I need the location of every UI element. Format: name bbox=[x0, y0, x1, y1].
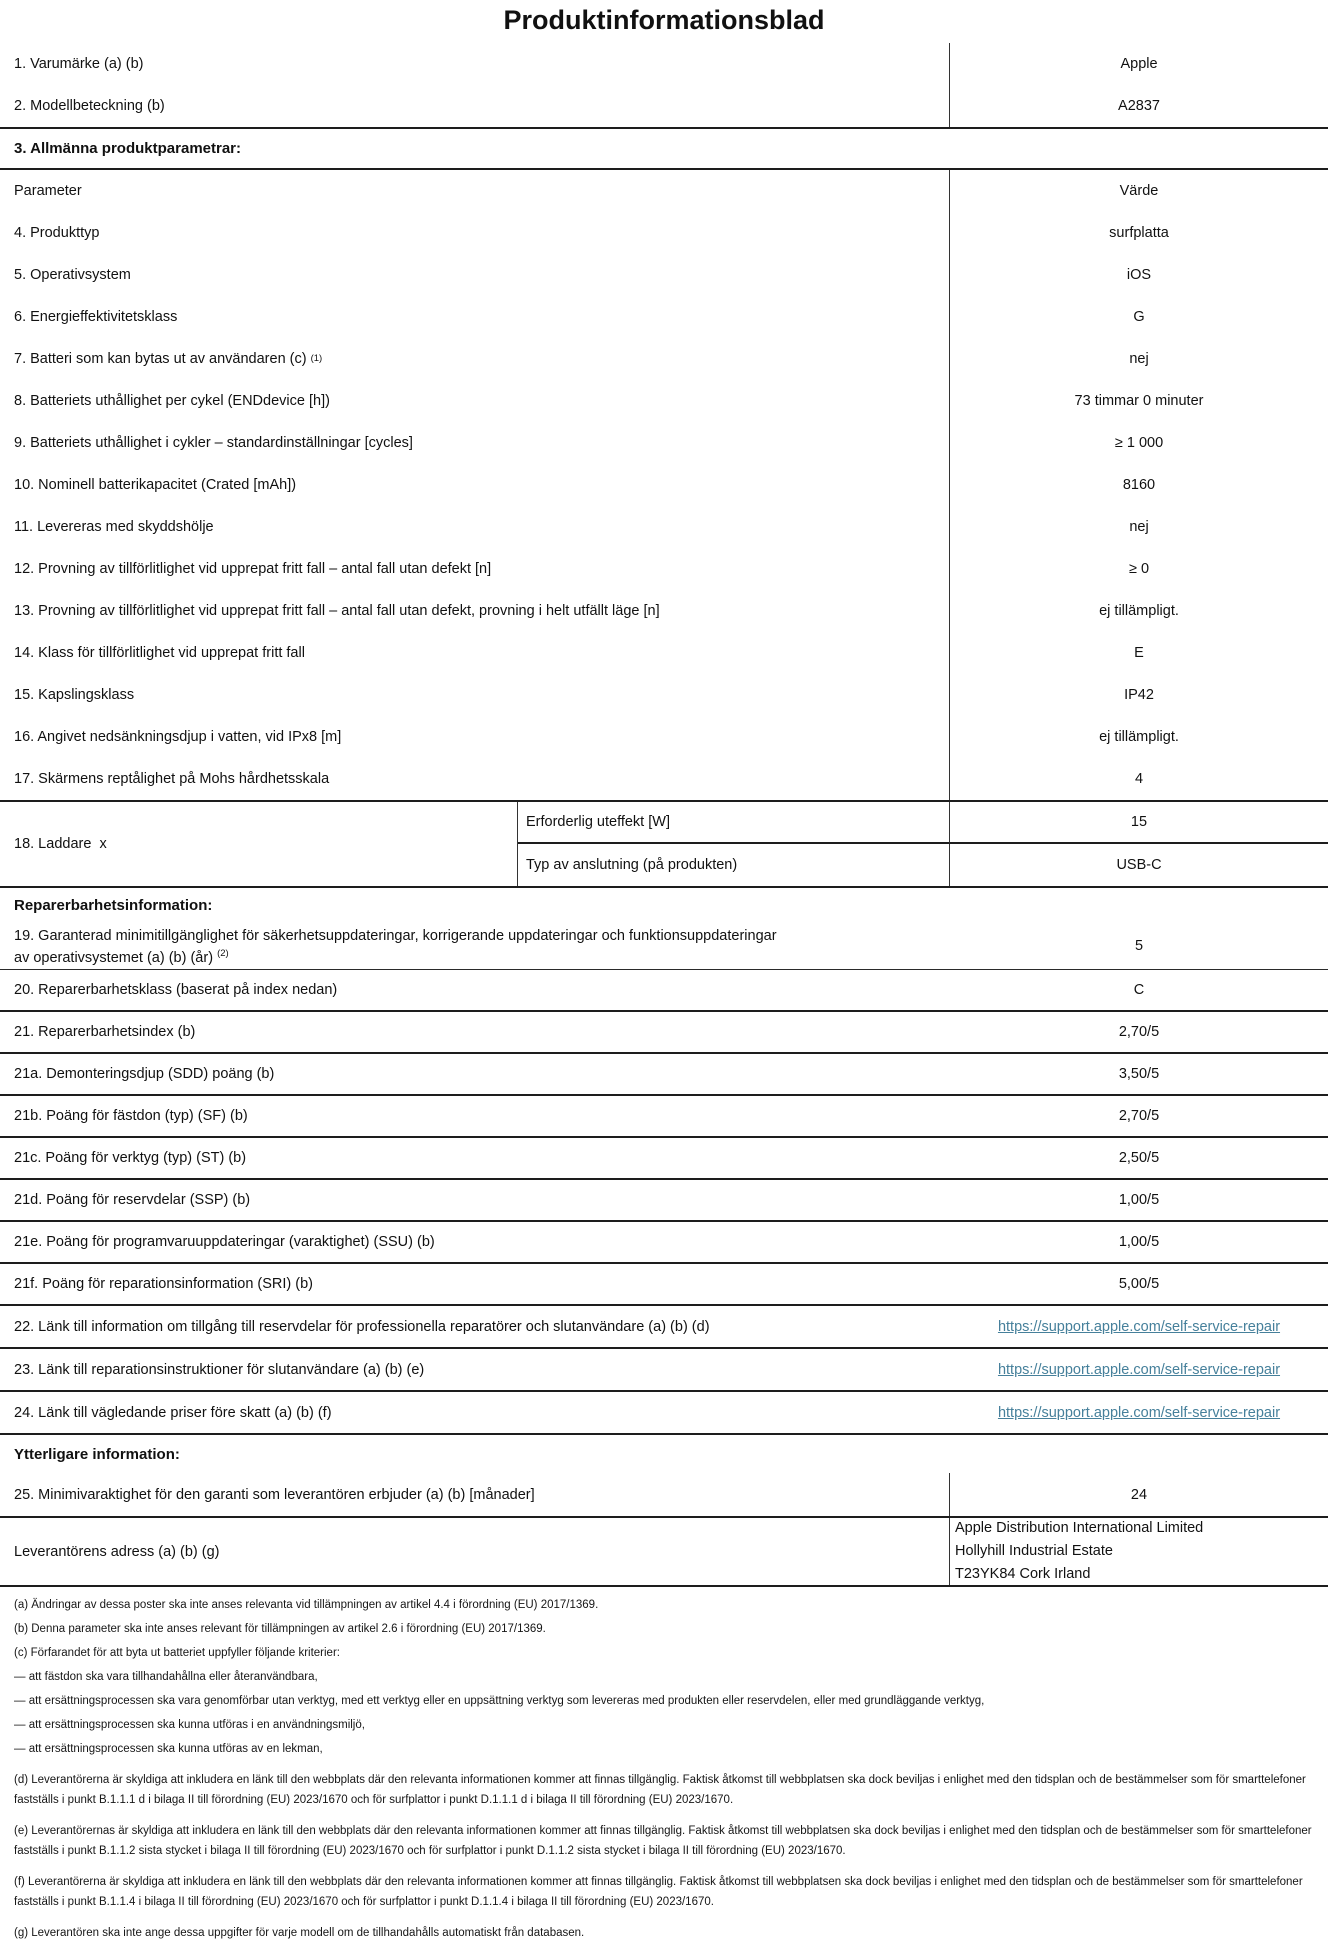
footnote-c-bullet-1: — att fästdon ska vara tillhandahållna eller återanvändbara, bbox=[14, 1671, 318, 1683]
footnote-b: (b) Denna parameter ska inte anses relevant för tillämpningen av artikel 2.6 i förordning (EU) 2017/1369. bbox=[14, 1623, 546, 1635]
supplier-address-line2: Hollyhill Industrial Estate bbox=[955, 1543, 1113, 1559]
row-label-text: 7. Batteri som kan bytas ut av användaren (c) bbox=[14, 351, 307, 367]
row-value bbox=[950, 1349, 1328, 1390]
table-row-17 bbox=[0, 758, 1328, 800]
row-label: 24. Länk till vägledande priser före skatt (a) (b) (f) bbox=[14, 1404, 332, 1421]
row-value: ej tillämpligt. bbox=[1099, 603, 1179, 619]
row-label: 21a. Demonteringsdjup (SDD) poäng (b) bbox=[14, 1066, 275, 1082]
row-label: 14. Klass för tillförlitlighet vid upprepat fritt fall bbox=[0, 632, 950, 674]
row-value: nej bbox=[1129, 519, 1149, 535]
row-value bbox=[950, 1306, 1328, 1347]
row-label: 8. Batteriets uthållighet per cykel (ENDdevice [h]) bbox=[0, 380, 950, 422]
charger-label: 18. Laddare x bbox=[0, 802, 518, 886]
footnote-c: (c) Förfarandet för att byta ut batteriet uppfyller följande kriterier: bbox=[14, 1647, 340, 1659]
table-row-12 bbox=[0, 548, 1328, 590]
row-value: 4 bbox=[1134, 771, 1144, 787]
row-value: 5,00/5 bbox=[1118, 1276, 1160, 1292]
table-row-11 bbox=[0, 506, 1328, 548]
row-value: 2,70/5 bbox=[1118, 1024, 1160, 1040]
row-label: 17. Skärmens reptålighet på Mohs hårdhetsskala bbox=[0, 758, 950, 800]
pretax-prices-link[interactable]: https://support.apple.com/self-service-repair bbox=[997, 1404, 1281, 1421]
table-row-14 bbox=[0, 632, 1328, 674]
table-row-22 bbox=[0, 1306, 1328, 1349]
table-row-21e bbox=[0, 1222, 1328, 1264]
row-value: ≥ 1 000 bbox=[1114, 435, 1164, 451]
table-row-supplier-address bbox=[0, 1518, 1328, 1587]
footnote-a: (a) Ändringar av dessa poster ska inte anses relevanta vid tillämpningen av artikel 4.4 i förordning (EU) 2017/1369. bbox=[14, 1599, 599, 1611]
row-value: 2,70/5 bbox=[1118, 1108, 1160, 1124]
row-label: 23. Länk till reparationsinstruktioner för slutanvändare (a) (b) (e) bbox=[14, 1361, 425, 1378]
row-label: 15. Kapslingsklass bbox=[0, 674, 950, 716]
row-value: C bbox=[1133, 982, 1145, 998]
row-value: 3,50/5 bbox=[1118, 1066, 1160, 1082]
charger-sub-value-output-power: 15 bbox=[950, 802, 1328, 844]
row-value: E bbox=[1134, 645, 1144, 661]
supplier-address-line1: Apple Distribution International Limited bbox=[955, 1520, 1204, 1536]
charger-sub-label-output-power: Erforderlig uteffekt [W] bbox=[518, 802, 950, 844]
row-value: ≥ 0 bbox=[1128, 561, 1150, 577]
row-value: A2837 bbox=[1118, 98, 1160, 114]
footnote-ref-2: (2) bbox=[217, 948, 229, 960]
row-label: 21d. Poäng för reservdelar (SSP) (b) bbox=[14, 1192, 251, 1208]
section-header-additional-information: Ytterligare information: bbox=[14, 1445, 180, 1463]
table-row-13 bbox=[0, 590, 1328, 632]
table-row-23 bbox=[0, 1349, 1328, 1392]
table-row-21f bbox=[0, 1264, 1328, 1306]
row-value: 1,00/5 bbox=[1118, 1192, 1160, 1208]
column-header-parameter: Parameter bbox=[0, 170, 950, 212]
row-label: 20. Reparerbarhetsklass (baserat på index nedan) bbox=[14, 982, 338, 998]
row-label: 16. Angivet nedsänkningsdjup i vatten, vid IPx8 [m] bbox=[0, 716, 950, 758]
footnote-e: (e) Leverantörernas är skyldiga att inkludera en länk till den webbplats där den relevanta informationen kommer att finnas tillgänglig. Faktisk åtkomst till webbplatsen ska dock beviljas i enlighet med den tidsplan och de bestämmelser som för smarttelefoner fastställs i punkt B.1.1.2 sista stycket i bilaga II till förordning (EU) 2023/1670 och för surfplattor i punkt D.1.1.2 sista stycket i bilaga II till förordning (EU) 2023/1670. bbox=[14, 1825, 1312, 1857]
row-label: 12. Provning av tillförlitlighet vid upprepat fritt fall – antal fall utan defekt [n] bbox=[0, 548, 950, 590]
row-value: IP42 bbox=[1124, 687, 1154, 703]
row-label: 21. Reparerbarhetsindex (b) bbox=[14, 1024, 196, 1040]
row-label: 9. Batteriets uthållighet i cykler – standardinställningar [cycles] bbox=[0, 422, 950, 464]
table-row-7 bbox=[0, 338, 1328, 380]
row-label: 2. Modellbeteckning (b) bbox=[0, 85, 950, 127]
column-header-value: Värde bbox=[1119, 183, 1159, 199]
row-value: surfplatta bbox=[1109, 225, 1169, 241]
row-label: 11. Levereras med skyddshölje bbox=[0, 506, 950, 548]
charger-sub-value-connector-type: USB-C bbox=[1116, 857, 1162, 873]
row-label bbox=[0, 922, 950, 969]
row-value: Apple bbox=[1120, 56, 1158, 72]
row-label: 4. Produkttyp bbox=[0, 212, 950, 254]
footnote-d: (d) Leverantörerna är skyldiga att inkludera en länk till den webbplats där den relevanta informationen kommer att finnas tillgänglig. Faktisk åtkomst till webbplatsen ska dock beviljas i enlighet med den tidsplan och de bestämmelser som för smarttelefoner fastställs i punkt B.1.1.1 d i bilaga II till förordning (EU) 2023/1670 och för surfplattor i punkt D.1.1.1 d i bilaga II till förordning (EU) 2023/1670. bbox=[14, 1774, 1306, 1806]
column-header-row bbox=[0, 170, 1328, 212]
row-value: 73 timmar 0 minuter bbox=[1074, 393, 1204, 409]
row-value: nej bbox=[1129, 351, 1149, 367]
row-value: 2,50/5 bbox=[1118, 1150, 1160, 1166]
repair-instructions-link[interactable]: https://support.apple.com/self-service-repair bbox=[997, 1361, 1281, 1378]
row-value: iOS bbox=[1126, 267, 1152, 283]
row-label: 1. Varumärke (a) (b) bbox=[0, 43, 950, 85]
footnote-c-bullet-2: — att ersättningsprocessen ska vara genomförbar utan verktyg, med ett verktyg eller en uppsättning verktyg som levereras med produkten eller reservdelen, eller med grundläggande verktyg, bbox=[14, 1695, 985, 1707]
table-row-4 bbox=[0, 212, 1328, 254]
row-label: Leverantörens adress (a) (b) (g) bbox=[0, 1518, 950, 1585]
table-row-model bbox=[0, 85, 1328, 127]
row-label: 10. Nominell batterikapacitet (Crated [mAh]) bbox=[0, 464, 950, 506]
footnote-f: (f) Leverantörerna är skyldiga att inkludera en länk till den webbplats där den relevanta informationen kommer att finnas tillgänglig. Faktisk åtkomst till webbplatsen ska dock beviljas i enlighet med den tidsplan och de bestämmelser som för smarttelefoner fastställs i punkt B.1.1.4 i bilaga II till förordning (EU) 2023/1670 och för surfplattor i punkt D.1.1.4 i bilaga II till förordning (EU) 2023/1670. bbox=[14, 1876, 1303, 1908]
row-value: ej tillämpligt. bbox=[1099, 729, 1179, 745]
table-row-24 bbox=[0, 1392, 1328, 1435]
table-row-9 bbox=[0, 422, 1328, 464]
row-label: 7. Batteri som kan bytas ut av användaren (c) (1) bbox=[0, 338, 950, 380]
table-row-21 bbox=[0, 1012, 1328, 1054]
row-label: 6. Energieffektivitetsklass bbox=[0, 296, 950, 338]
table-row-8 bbox=[0, 380, 1328, 422]
spare-parts-link[interactable]: https://support.apple.com/self-service-repair bbox=[997, 1318, 1281, 1335]
table-row-16 bbox=[0, 716, 1328, 758]
supplier-address-line3: T23YK84 Cork Irland bbox=[955, 1566, 1091, 1582]
row-value: 1,00/5 bbox=[1118, 1234, 1160, 1250]
table-row-15 bbox=[0, 674, 1328, 716]
table-row-25 bbox=[0, 1473, 1328, 1518]
footnotes-block bbox=[0, 1587, 1328, 1943]
footnote-g: (g) Leverantören ska inte ange dessa uppgifter för varje modell om de tillhandahålls automatiskt från databasen. bbox=[14, 1927, 585, 1939]
table-row-19 bbox=[0, 922, 1328, 970]
table-row-18-charger bbox=[0, 800, 1328, 888]
supplier-address bbox=[950, 1518, 1328, 1585]
table-row-5 bbox=[0, 254, 1328, 296]
section-header-repairability: Reparerbarhetsinformation: bbox=[14, 896, 213, 914]
row-label: 21c. Poäng för verktyg (typ) (ST) (b) bbox=[14, 1150, 247, 1166]
row-label: 13. Provning av tillförlitlighet vid upprepat fritt fall – antal fall utan defekt, provning i helt utfällt läge [n] bbox=[0, 590, 950, 632]
brand-model-block bbox=[0, 43, 1328, 129]
row-label: 21f. Poäng för reparationsinformation (SRI) (b) bbox=[14, 1276, 313, 1292]
row-label-line1: 19. Garanterad minimitillgänglighet för säkerhetsuppdateringar, korrigerande uppdateringar och funktionsuppdateringar bbox=[14, 928, 777, 944]
table-row-21b bbox=[0, 1096, 1328, 1138]
row-label: 21e. Poäng för programvaruuppdateringar (varaktighet) (SSU) (b) bbox=[14, 1234, 435, 1250]
section-header-general-parameters: 3. Allmänna produktparametrar: bbox=[0, 129, 1328, 170]
row-value: G bbox=[1133, 309, 1145, 325]
footnote-c-bullet-3: — att ersättningsprocessen ska kunna utföras i en användningsmiljö, bbox=[14, 1719, 365, 1731]
row-label: 22. Länk till information om tillgång till reservdelar för professionella reparatörer och slutanvändare (a) (b) (d) bbox=[14, 1318, 710, 1335]
row-value: 5 bbox=[1134, 937, 1144, 954]
table-row-brand bbox=[0, 43, 1328, 85]
row-value: 24 bbox=[1130, 1486, 1148, 1503]
row-label: 25. Minimivaraktighet för den garanti som leverantören erbjuder (a) (b) [månader] bbox=[0, 1473, 950, 1516]
row-label: 5. Operativsystem bbox=[0, 254, 950, 296]
row-label-line2: av operativsystemet (a) (b) (år) bbox=[14, 950, 214, 966]
row-value bbox=[950, 1392, 1328, 1433]
table-row-21a bbox=[0, 1054, 1328, 1096]
page-title: Produktinformationsblad bbox=[503, 5, 825, 35]
footnote-c-bullet-4: — att ersättningsprocessen ska kunna utföras av en lekman, bbox=[14, 1743, 323, 1755]
charger-sub-label-connector-type: Typ av anslutning (på produkten) bbox=[518, 844, 950, 886]
table-row-6 bbox=[0, 296, 1328, 338]
table-row-21c bbox=[0, 1138, 1328, 1180]
row-value: 8160 bbox=[1122, 477, 1156, 493]
table-row-20 bbox=[0, 970, 1328, 1012]
table-row-10 bbox=[0, 464, 1328, 506]
table-row-21d bbox=[0, 1180, 1328, 1222]
row-label: 21b. Poäng för fästdon (typ) (SF) (b) bbox=[14, 1108, 248, 1124]
